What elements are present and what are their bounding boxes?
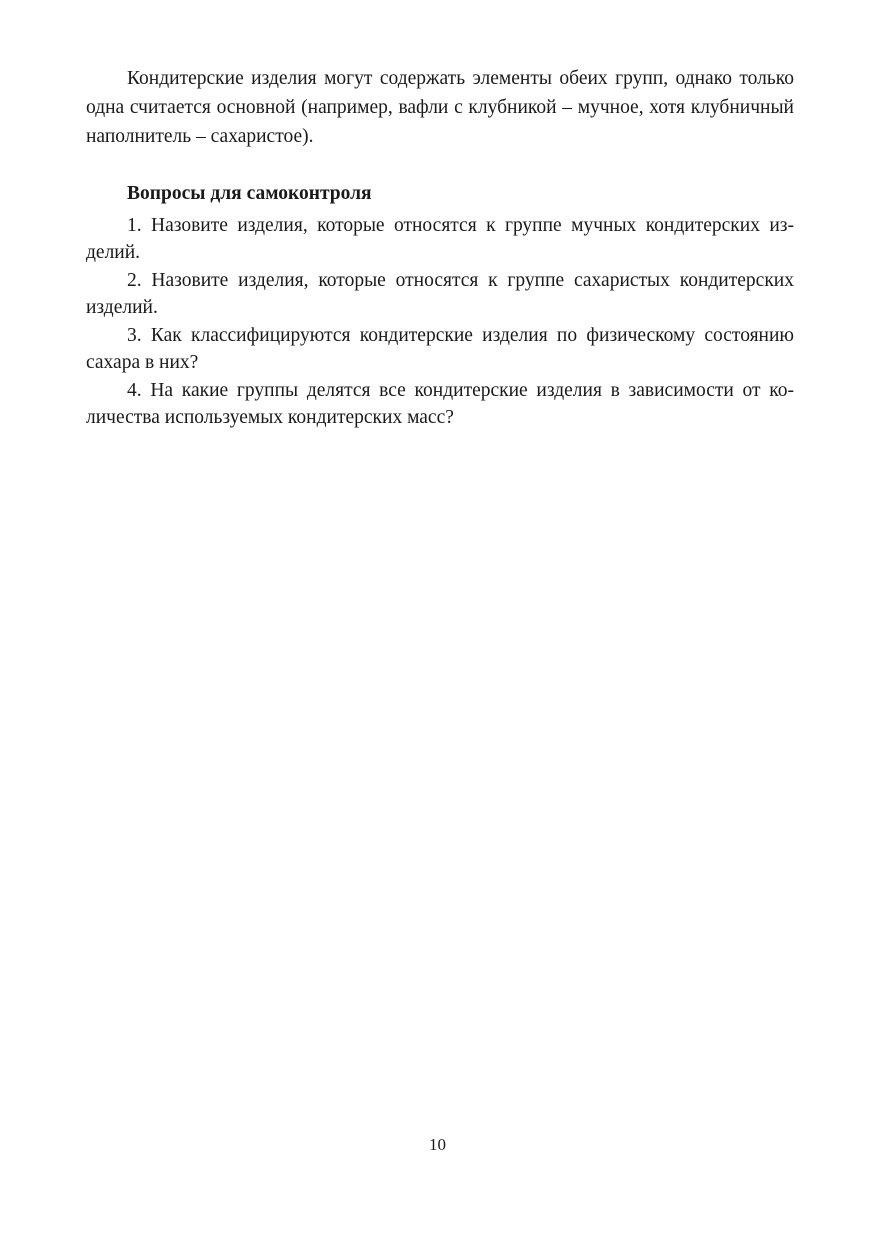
question-item: 1. Назовите изделия, которые относятся к группе мучных кондитерских изделий. (86, 215, 794, 263)
intro-paragraph: Кондитерские изделия могут содержать элементы обеих групп, однако только одна считается основной (например, вафли с клубникой – мучное, хотя клубничный наполнитель – сахаристое). (86, 68, 794, 147)
page-body (86, 64, 794, 432)
question-item: 4. На какие группы делятся все кондитерские изделия в зависимости от количества используемых кондитерских масс? (86, 380, 794, 428)
self-check-section (86, 179, 794, 431)
question-item: 2. Назовите изделия, которые относятся к группе сахаристых кондитерских изделий. (86, 270, 794, 318)
question-item: 3. Как классифицируются кондитерские изделия по физическому состоянию сахара в них? (86, 325, 794, 373)
page-number: 10 (429, 1135, 446, 1154)
section-heading: Вопросы для самоконтроля (127, 183, 372, 204)
